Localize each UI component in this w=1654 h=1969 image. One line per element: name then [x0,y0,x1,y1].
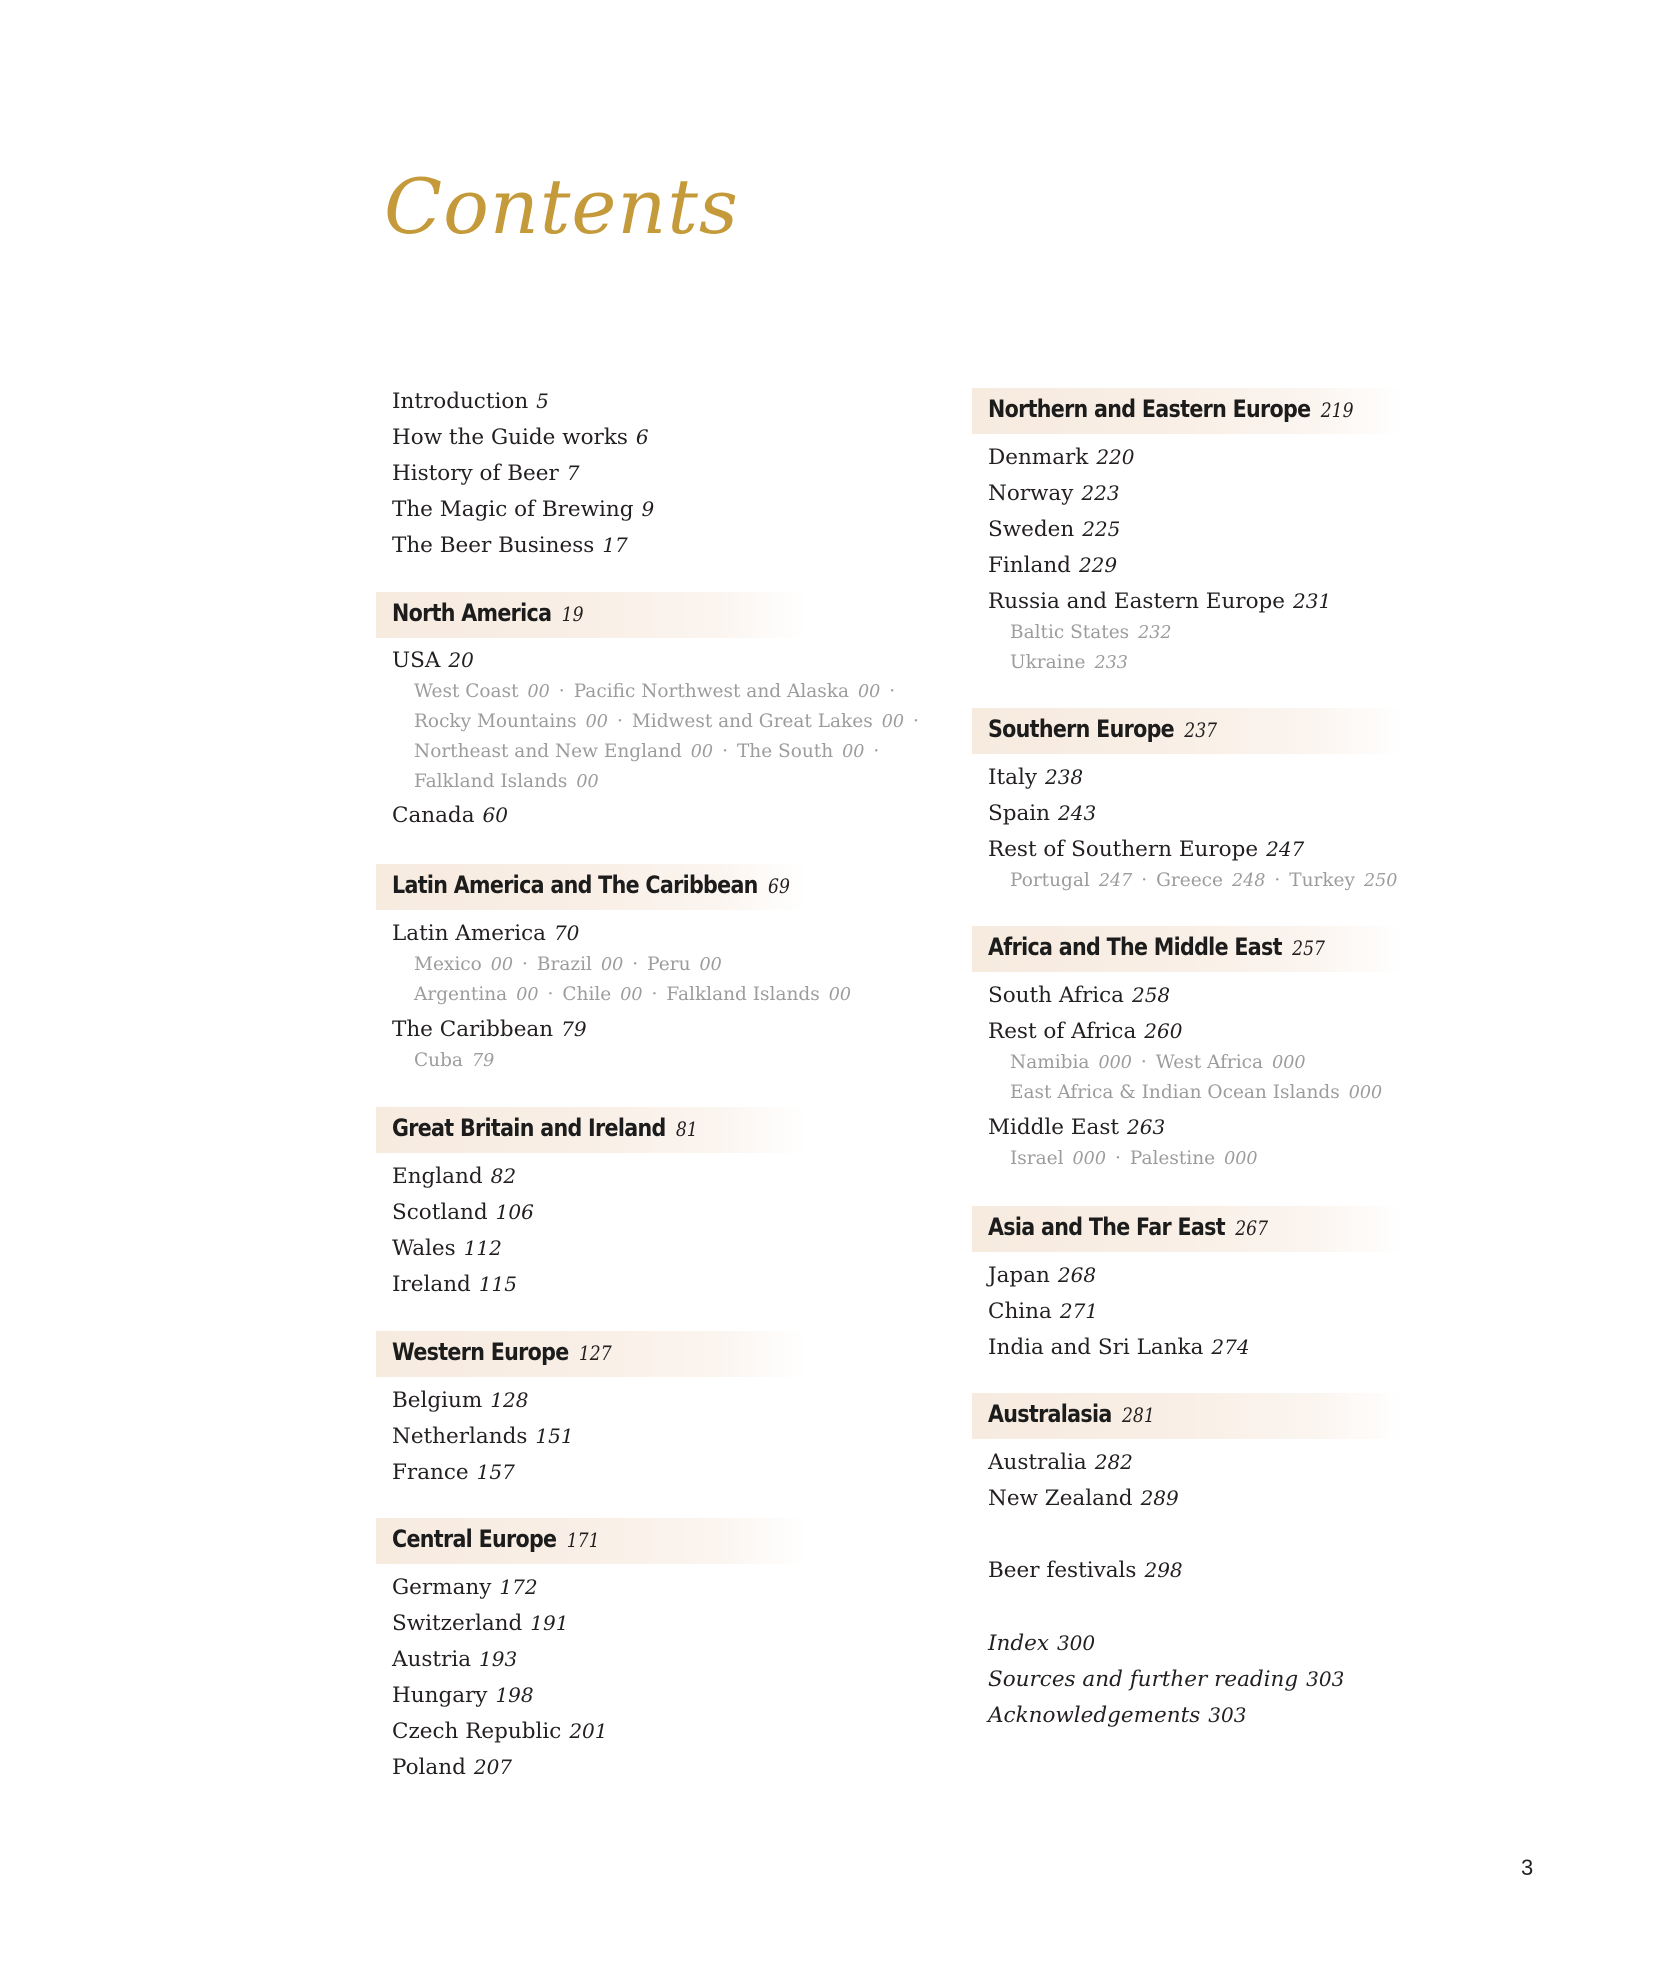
toc-sub-line: Namibia 000 · West Africa 000 [1010,1052,1306,1073]
toc-sub-line [414,1049,494,1073]
toc-entry-canada[interactable]: Canada 60 [392,803,508,828]
toc-sub-argentina[interactable]: Argentina 00 [414,984,539,1005]
toc-sub-midwest[interactable]: Midwest and Great Lakes 00 [631,711,904,732]
toc-entry-spain[interactable]: Spain 243 [988,801,1097,826]
toc-entry-new-zealand[interactable]: New Zealand 289 [988,1486,1179,1511]
toc-sub-west-africa[interactable]: West Africa 000 [1155,1052,1306,1073]
toc-entry-russia-eastern-europe[interactable]: Russia and Eastern Europe 231 [988,589,1332,614]
toc-sub-peru[interactable]: Peru 00 [647,954,722,975]
section-heading-asia-far-east[interactable]: Asia and The Far East 267 [972,1206,1402,1252]
toc-sub-mexico[interactable]: Mexico 00 [414,954,514,975]
toc-sub-chile[interactable]: Chile 00 [562,984,643,1005]
toc-entry-denmark[interactable]: Denmark 220 [988,445,1135,470]
toc-entry-how-the-guide-works[interactable]: How the Guide works 6 [392,425,649,450]
toc-entry-england[interactable]: England 82 [392,1164,517,1189]
toc-entry-rest-of-africa[interactable]: Rest of Africa 260 [988,1019,1183,1044]
toc-entry-japan[interactable]: Japan 268 [988,1263,1097,1288]
section-heading-latin-america[interactable]: Latin America and The Caribbean 69 [376,864,806,910]
toc-sub-line: Northeast and New England 00 · The South 00 · [414,741,880,762]
toc-entry-ireland[interactable]: Ireland 115 [392,1272,517,1297]
section-heading-northern-eastern-europe[interactable]: Northern and Eastern Europe 219 [972,388,1402,434]
toc-sub-turkey[interactable]: Turkey 250 [1289,870,1398,891]
section-heading-western-europe[interactable]: Western Europe 127 [376,1331,806,1377]
section-heading-africa-middle-east[interactable]: Africa and The Middle East 257 [972,926,1402,972]
toc-sub-falkland-islands[interactable]: Falkland Islands 00 [414,771,599,792]
toc-sub-line: Mexico 00 · Brazil 00 · Peru 00 [414,954,722,975]
toc-entry-finland[interactable]: Finland 229 [988,553,1118,578]
toc-sub-northeast[interactable]: Northeast and New England 00 [414,741,714,762]
toc-entry-australia[interactable]: Australia 282 [988,1450,1133,1475]
toc-sub-palestine[interactable]: Palestine 000 [1129,1148,1258,1169]
toc-entry-china[interactable]: China 271 [988,1299,1099,1324]
toc-sub-ukraine[interactable]: Ukraine 233 [1010,652,1128,673]
toc-sub-brazil[interactable]: Brazil 00 [536,954,624,975]
toc-entry-beer-festivals[interactable]: Beer festivals 298 [988,1558,1183,1583]
toc-entry-norway[interactable]: Norway 223 [988,481,1120,506]
toc-entry-rest-of-southern-europe[interactable]: Rest of Southern Europe 247 [988,837,1305,862]
toc-entry-wales[interactable]: Wales 112 [392,1236,502,1261]
toc-sub-line: West Coast 00 · Pacific Northwest and Alaska 00 · [414,681,896,702]
toc-entry-history-of-beer[interactable]: History of Beer 7 [392,461,580,486]
toc-entry-magic-of-brewing[interactable]: The Magic of Brewing 9 [392,497,655,522]
toc-sub-portugal[interactable]: Portugal 247 [1010,870,1133,891]
toc-entry-austria[interactable]: Austria 193 [392,1647,518,1672]
toc-entry-india-sri-lanka[interactable]: India and Sri Lanka 274 [988,1335,1250,1360]
toc-entry-poland[interactable]: Poland 207 [392,1755,513,1780]
toc-sub-the-south[interactable]: The South 00 [736,741,865,762]
toc-sub-line: Portugal 247 · Greece 248 · Turkey 250 [1010,870,1398,891]
toc-entry-sweden[interactable]: Sweden 225 [988,517,1121,542]
toc-sub-pacific-northwest[interactable]: Pacific Northwest and Alaska 00 [573,681,881,702]
toc-entry-germany[interactable]: Germany 172 [392,1575,538,1600]
toc-entry-scotland[interactable]: Scotland 106 [392,1200,534,1225]
toc-entry-the-caribbean[interactable]: The Caribbean 79 [392,1017,587,1042]
toc-entry-belgium[interactable]: Belgium 128 [392,1388,529,1413]
section-heading-great-britain[interactable]: Great Britain and Ireland 81 [376,1107,806,1153]
toc-sub-israel[interactable]: Israel 000 [1010,1148,1106,1169]
toc-sub-greece[interactable]: Greece 248 [1156,870,1266,891]
toc-entry-acknowledgements[interactable]: Acknowledgements 303 [988,1703,1247,1728]
toc-entry-middle-east[interactable]: Middle East 263 [988,1115,1166,1140]
toc-sub-falkland-islands[interactable]: Falkland Islands 00 [666,984,852,1005]
toc-sub-west-coast[interactable]: West Coast 00 [414,681,550,702]
section-heading-southern-europe[interactable]: Southern Europe 237 [972,708,1402,754]
toc-entry-netherlands[interactable]: Netherlands 151 [392,1424,574,1449]
toc-sub-cuba[interactable]: Cuba 79 [414,1050,495,1071]
toc-entry-usa[interactable]: USA 20 [392,648,474,673]
toc-sub-line: Argentina 00 · Chile 00 · Falkland Islands 00 [414,984,852,1005]
page-number: 3 [1521,1855,1534,1880]
page-title: Contents [384,162,739,251]
toc-sub-east-africa[interactable]: East Africa & Indian Ocean Islands 000 [1010,1082,1383,1103]
toc-sub-rocky-mountains[interactable]: Rocky Mountains 00 [414,711,608,732]
toc-entry-hungary[interactable]: Hungary 198 [392,1683,534,1708]
toc-entry-france[interactable]: France 157 [392,1460,515,1485]
section-heading-north-america[interactable]: North America 19 [376,592,806,638]
toc-sub-line [414,770,599,794]
toc-sub-namibia[interactable]: Namibia 000 [1010,1052,1132,1073]
toc-sub-baltic-states[interactable]: Baltic States 232 [1010,622,1172,643]
toc-sub-line: Rocky Mountains 00 · Midwest and Great Lakes 00 · [414,711,919,732]
section-heading-australasia[interactable]: Australasia 281 [972,1393,1402,1439]
toc-entry-index[interactable]: Index 300 [988,1631,1096,1656]
toc-sub-line: Israel 000 · Palestine 000 [1010,1148,1258,1169]
section-heading-central-europe[interactable]: Central Europe 171 [376,1518,806,1564]
toc-entry-italy[interactable]: Italy 238 [988,765,1084,790]
toc-entry-beer-business[interactable]: The Beer Business 17 [392,533,628,558]
toc-entry-switzerland[interactable]: Switzerland 191 [392,1611,569,1636]
toc-entry-latin-america[interactable]: Latin America 70 [392,921,580,946]
toc-entry-south-africa[interactable]: South Africa 258 [988,983,1171,1008]
toc-entry-introduction[interactable]: Introduction 5 [392,389,549,414]
toc-entry-sources[interactable]: Sources and further reading 303 [988,1667,1345,1692]
toc-entry-czech-republic[interactable]: Czech Republic 201 [392,1719,608,1744]
